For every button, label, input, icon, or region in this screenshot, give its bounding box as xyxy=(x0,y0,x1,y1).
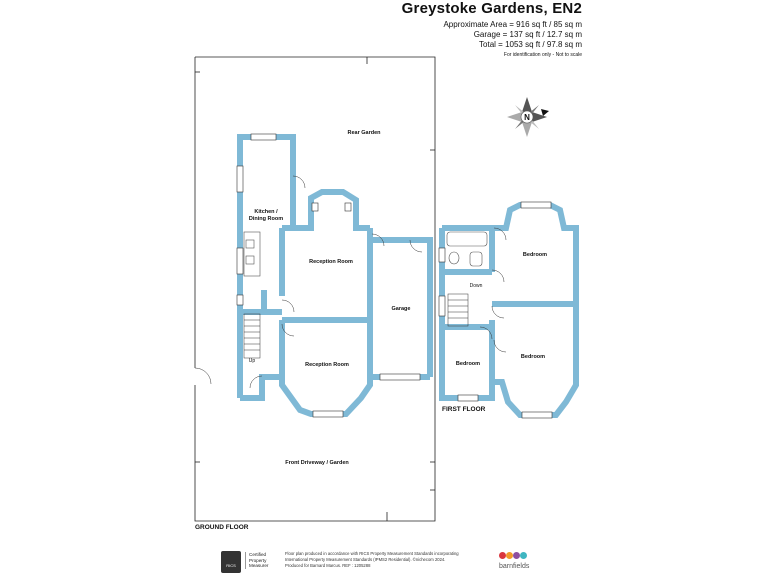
footer-note xyxy=(285,551,525,569)
disclaimer-text: For identification only - Not to scale xyxy=(503,52,582,58)
rics-line3: Measurer xyxy=(249,563,269,568)
logo-dot-orange xyxy=(506,552,513,559)
agency-logo xyxy=(497,550,547,574)
label-bedroom-3: Bedroom xyxy=(455,361,481,367)
page-title: Greystoke Gardens, EN2 xyxy=(401,0,582,17)
logo-dot-red xyxy=(499,552,506,559)
plot-boundary xyxy=(195,57,435,521)
footer-note-line3: Produced for Barnard Marcus. REF : 1205288 xyxy=(285,563,371,568)
label-bedroom-2: Bedroom xyxy=(520,354,546,360)
first-floor-walls xyxy=(442,205,576,415)
label-front-driveway: Front Driveway / Garden xyxy=(285,460,349,466)
label-bedroom-1: Bedroom xyxy=(522,252,548,258)
label-kitchen-line2: Dining Room xyxy=(248,216,284,222)
approx-area-text: Approximate Area = 916 sq ft / 85 sq m xyxy=(443,20,582,29)
compass-label: N xyxy=(524,113,530,122)
logo-dot-teal xyxy=(520,552,527,559)
label-rear-garden: Rear Garden xyxy=(347,130,381,136)
compass-icon xyxy=(507,97,549,137)
label-reception-bottom: Reception Room xyxy=(305,362,349,368)
label-garage: Garage xyxy=(391,306,411,312)
footer-note-line1: Floor plan produced in accordance with RICS Property Measurement Standards incorporating xyxy=(285,551,459,556)
footer-note-line2: International Property Measurement Standards (IPMS2 Residential). ©nichecom 2024. xyxy=(285,557,446,562)
ground-floor-walls xyxy=(240,137,430,414)
rics-line2: Property xyxy=(249,557,267,563)
kitchen-fittings xyxy=(244,232,260,276)
rics-line1: Certified xyxy=(249,552,267,557)
bathroom-fittings xyxy=(447,232,487,266)
rics-text xyxy=(245,552,268,569)
label-kitchen: Kitchen / xyxy=(254,209,278,215)
first-stairs xyxy=(448,294,468,326)
rics-badge: RICS xyxy=(221,551,241,573)
logo-text: barnfields xyxy=(499,563,530,570)
ground-floor-label: GROUND FLOOR xyxy=(195,524,249,531)
label-up: Up xyxy=(248,358,256,364)
total-area-text: Total = 1053 sq ft / 97.8 sq m xyxy=(479,40,582,49)
first-floor-windows xyxy=(439,202,552,418)
logo-dot-purple xyxy=(513,552,520,559)
garage-area-text: Garage = 137 sq ft / 12.7 sq m xyxy=(473,30,582,39)
ground-stairs xyxy=(244,314,260,358)
dimension-arrows xyxy=(195,57,435,521)
first-floor-label: FIRST FLOOR xyxy=(442,406,486,413)
label-reception-top: Reception Room xyxy=(309,259,353,265)
rics-certification xyxy=(221,551,277,573)
label-down: Down xyxy=(469,283,483,289)
